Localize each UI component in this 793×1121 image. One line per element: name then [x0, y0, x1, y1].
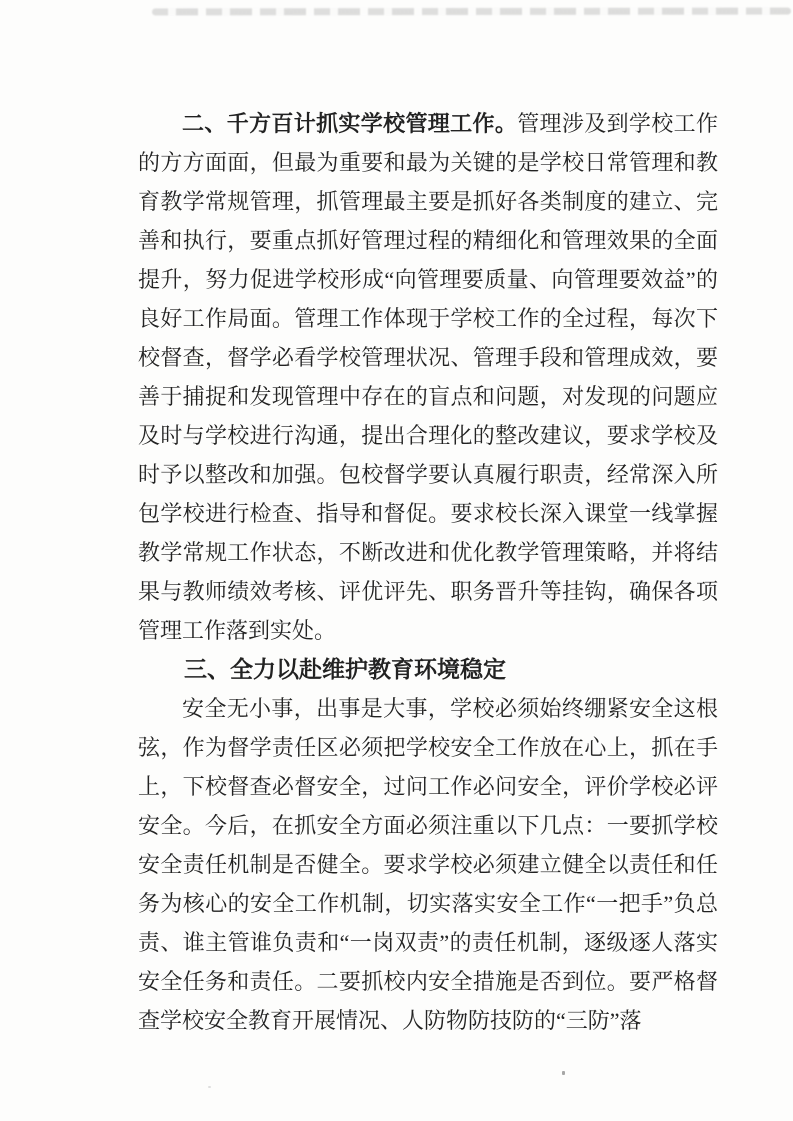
scan-noise-streak — [152, 8, 791, 16]
section-two-heading: 二、千方百计抓实学校管理工作。 — [182, 111, 518, 136]
paragraph-section-three — [138, 689, 718, 1040]
scan-speck — [562, 1071, 565, 1075]
section-two-body-text: 管理涉及到学校工作的方方面面，但最为重要和最为关键的是学校日常管理和教育教学常规管理，抓管理最主要是抓好各类制度的建立、完善和执行，要重点抓好管理过程的精细化和管理效果的全面提升，努力促进学校形成“向管理要质量、向管理要效益”的良好工作局面。管理工作体现于学校工作的全过程，每次下校督查，督学必看学校管理状况、管理手段和管理成效，要善于捕捉和发现管理中存在的盲点和问题，对发现的问题应及时与学校进行沟通，提出合理化的整改建议，要求学校及时予以整改和加强。包校督学要认真履行职责，经常深入所包学校进行检查、指导和督促。要求校长深入课堂一线掌握教学常规工作状态，不断改进和优化教学管理策略，并将结果与教师绩效考核、评优评先、职务晋升等挂钩，确保各项管理工作落到实处。 — [138, 111, 718, 643]
section-three-body-text: 安全无小事，出事是大事，学校必须始终绷紧安全这根弦，作为督学责任区必须把学校安全工作放在心上，抓在手上，下校督查必督安全，过问工作必问安全，评价学校必评安全。今后，在抓安全方面必须注重以下几点：一要抓学校安全责任机制是否健全。要求学校必须建立健全以责任和任务为核心的安全工作机制，切实落实安全工作“一把手”负总责、谁主管谁负责和“一岗双责”的责任机制，逐级逐人落实安全任务和责任。二要抓校内安全措施是否到位。要严格督查学校安全教育开展情况、人防物防技防的“三防”落 — [138, 696, 718, 1033]
paragraph-section-two — [138, 104, 718, 650]
section-three-heading-text: 三、全力以赴维护教育环境稳定 — [184, 657, 506, 682]
section-three-heading — [138, 650, 718, 689]
scan-speck-faint — [208, 1086, 211, 1088]
document-text-block — [138, 104, 718, 1040]
